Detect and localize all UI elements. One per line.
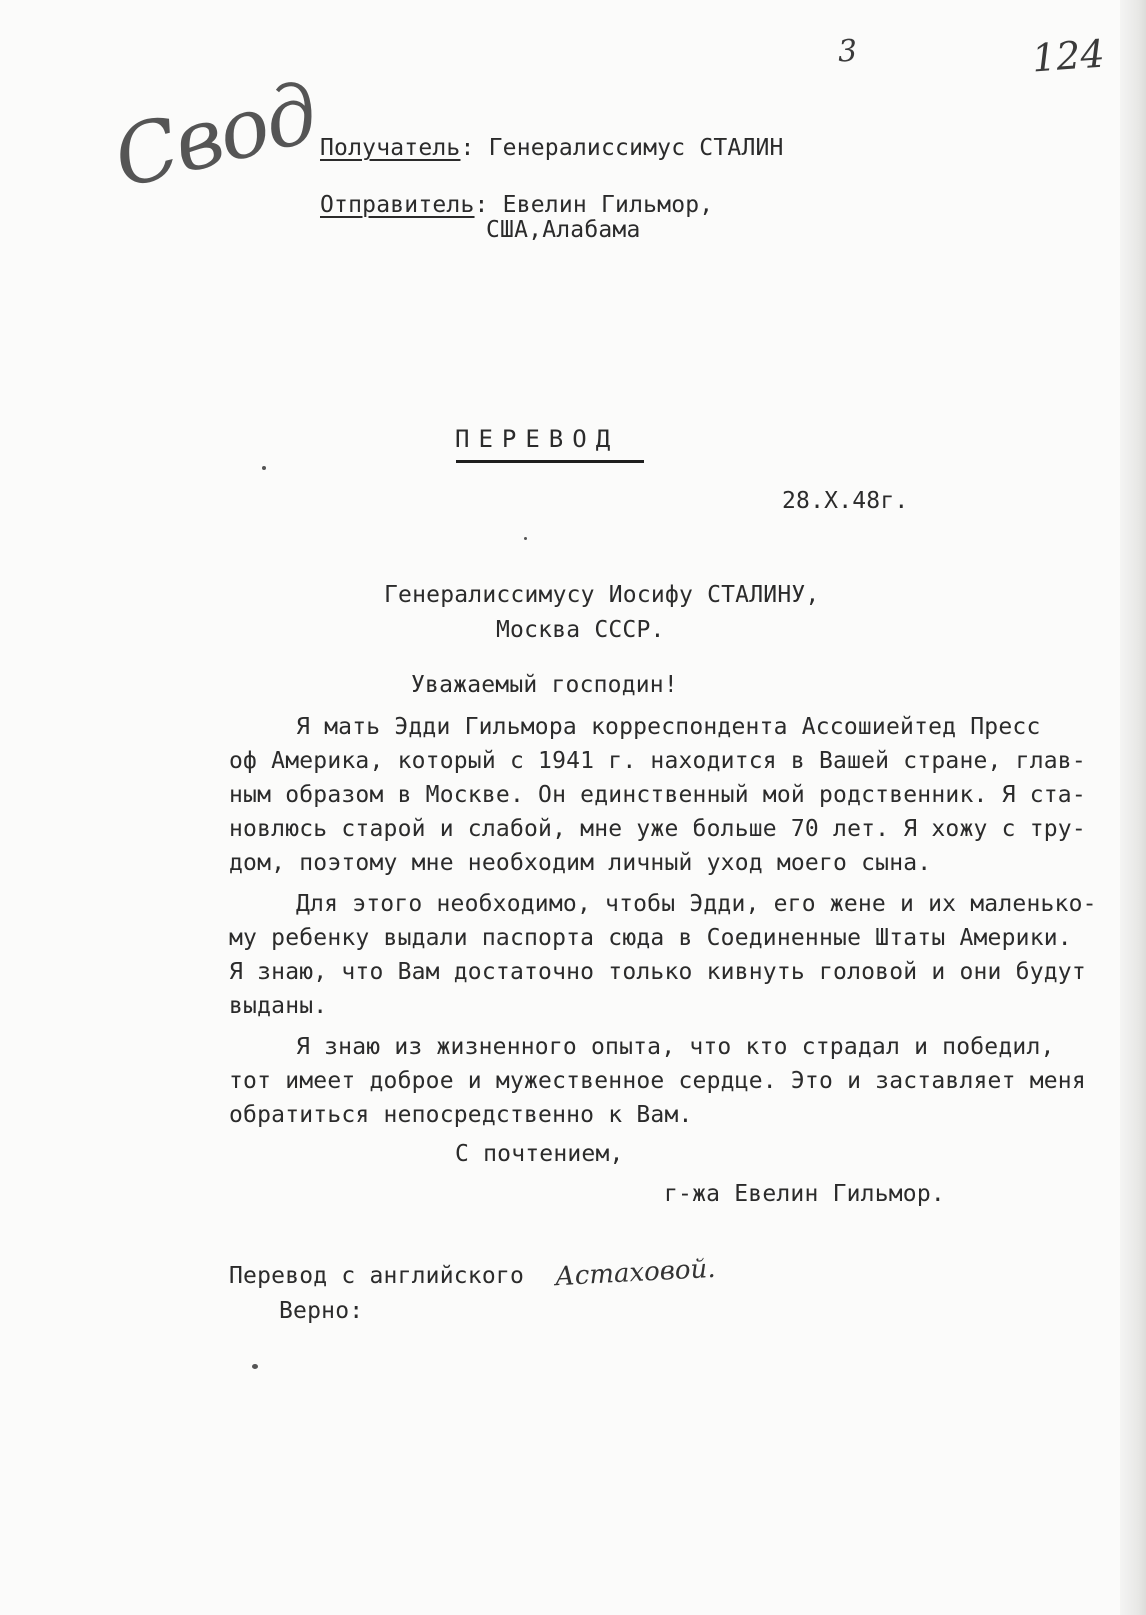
salutation: Уважаемый господин! [411,672,678,698]
body-line: дом, поэтому мне необходим личный уход моего сына. [229,850,932,876]
body-line: тот имеет доброе и мужественное сердце. Это и заставляет меня [229,1068,1086,1094]
sender-colon: : [474,192,503,218]
scan-speck [252,1364,258,1369]
body-line: выданы. [229,993,328,1019]
body-line: ным образом в Москве. Он единственный мой родственник. Я ста- [229,782,1086,808]
body-line: оф Америка, который с 1941 г. находится в Вашей стране, глав- [229,748,1086,774]
closing: С почтением, [455,1141,624,1167]
addressee-line2: Москва СССР. [496,617,665,643]
sender-value-line2: США,Алабама [486,217,641,243]
archive-page-number: 124 [1030,31,1106,81]
document-date: 28.X.48г. [782,488,909,514]
scan-speck [262,466,266,470]
title-underline [456,460,644,463]
sender-label: Отправитель [320,192,475,218]
translation-note: Перевод с английского [229,1263,524,1289]
body-line: новлюсь старой и слабой, мне уже больше 70 лет. Я хожу с тру- [229,816,1086,842]
recipient-label: Получатель [320,135,461,161]
body-line: обратиться непосредственно к Вам. [229,1102,693,1128]
verified-label: Верно: [279,1298,364,1324]
page-edge-shadow [1120,0,1146,1615]
signature-typed: г-жа Евелин Гильмор. [664,1181,945,1207]
handwritten-mark: Свод [105,65,326,207]
body-line: Я знаю из жизненного опыта, что кто страдал и победил, [296,1034,1055,1060]
document-title: ПЕРЕВОД [455,425,620,453]
body-line: Для этого необходимо, чтобы Эдди, его жене и их маленько- [296,891,1097,917]
body-line: Я знаю, что Вам достаточно только кивнуть головой и они будут [229,959,1086,985]
recipient-row [320,135,784,161]
body-line: Я мать Эдди Гильмора корреспондента Ассошиейтед Пресс [296,714,1041,740]
translator-signature: Астаховой. [554,1253,717,1293]
recipient-colon: : [460,135,489,161]
addressee-line1: Генералиссимусу Иосифу СТАЛИНУ, [384,582,820,608]
recipient-value: Генералиссимус СТАЛИН [488,135,784,161]
scan-speck [524,537,527,540]
body-line: му ребенку выдали паспорта сюда в Соединенные Штаты Америки. [229,925,1072,951]
sender-row [320,192,713,218]
archive-small-mark: 3 [837,33,858,70]
sender-value-line1: Евелин Гильмор, [502,192,714,218]
